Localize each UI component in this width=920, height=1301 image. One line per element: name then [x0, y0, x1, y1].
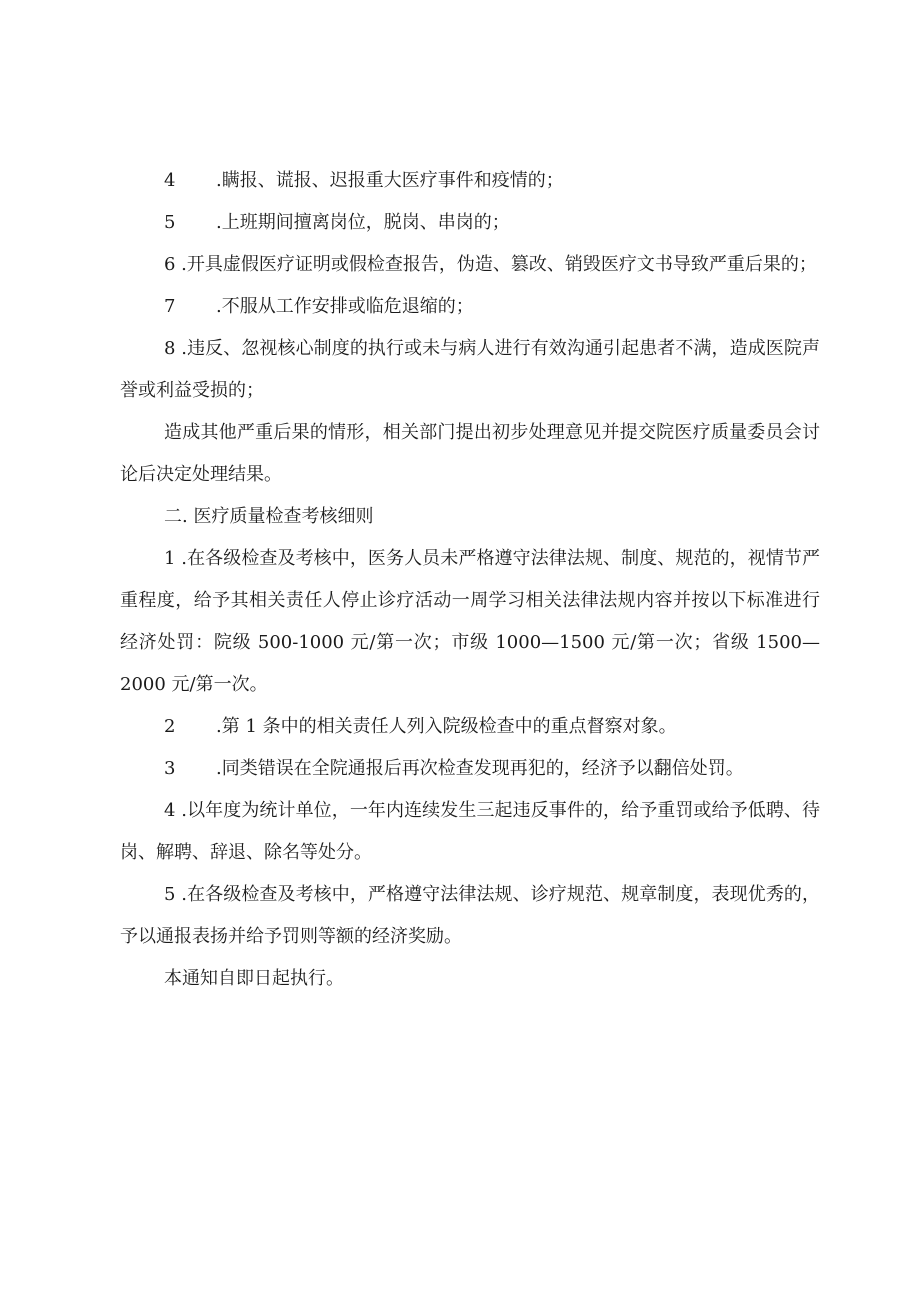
item-text: .瞒报、谎报、迟报重大医疗事件和疫情的；: [216, 170, 564, 191]
item-number: 5: [164, 212, 176, 233]
list-item-6: 6 .开具虚假医疗证明或假检查报告，伪造、篡改、销毁医疗文书导致严重后果的；: [164, 254, 817, 275]
list-item-8: 8 .违反、忽视核心制度的执行或未与病人进行有效沟通引起患者不满，造成医院声誉或利益受损的；: [120, 338, 820, 401]
rule-item-3: [120, 748, 820, 790]
list-item-7: [120, 286, 820, 328]
item-number: 3: [164, 758, 176, 779]
list-item-4: [120, 160, 820, 202]
document-body: [120, 160, 820, 1000]
closing-statement: 本通知自即日起执行。: [164, 968, 344, 989]
paragraph-other-cases: 造成其他严重后果的情形，相关部门提出初步处理意见并提交院医疗质量委员会讨论后决定处理结果。: [120, 422, 820, 485]
item-number: 7: [164, 296, 176, 317]
list-item-5: [120, 202, 820, 244]
item-text: .第 1 条中的相关责任人列入院级检查中的重点督察对象。: [216, 716, 677, 737]
item-text: .上班期间擅离岗位，脱岗、串岗的；: [216, 212, 510, 233]
item-text: .同类错误在全院通报后再次检查发现再犯的，经济予以翻倍处罚。: [216, 758, 744, 779]
item-number: 2: [164, 716, 176, 737]
item-text: .不服从工作安排或临危退缩的；: [216, 296, 474, 317]
rule-item-2: [120, 706, 820, 748]
rule-item-4: 4 .以年度为统计单位，一年内连续发生三起违反事件的，给予重罚或给予低聘、待岗、解聘、辞退、除名等处分。: [120, 800, 820, 863]
rule-item-5: 5 .在各级检查及考核中，严格遵守法律法规、诊疗规范、规章制度，表现优秀的，予以通报表扬并给予罚则等额的经济奖励。: [120, 884, 820, 947]
section-heading-2: 二. 医疗质量检查考核细则: [164, 506, 374, 527]
item-number: 4: [164, 170, 176, 191]
rule-item-1: 1 .在各级检查及考核中，医务人员未严格遵守法律法规、制度、规范的，视情节严重程度，给予其相关责任人停止诊疗活动一周学习相关法律法规内容并按以下标准进行经济处罚：院级 500-1000 元/第一次；市级 1000—1500 元/第一次；省级 1500—2000 元/第一次。: [120, 548, 820, 695]
